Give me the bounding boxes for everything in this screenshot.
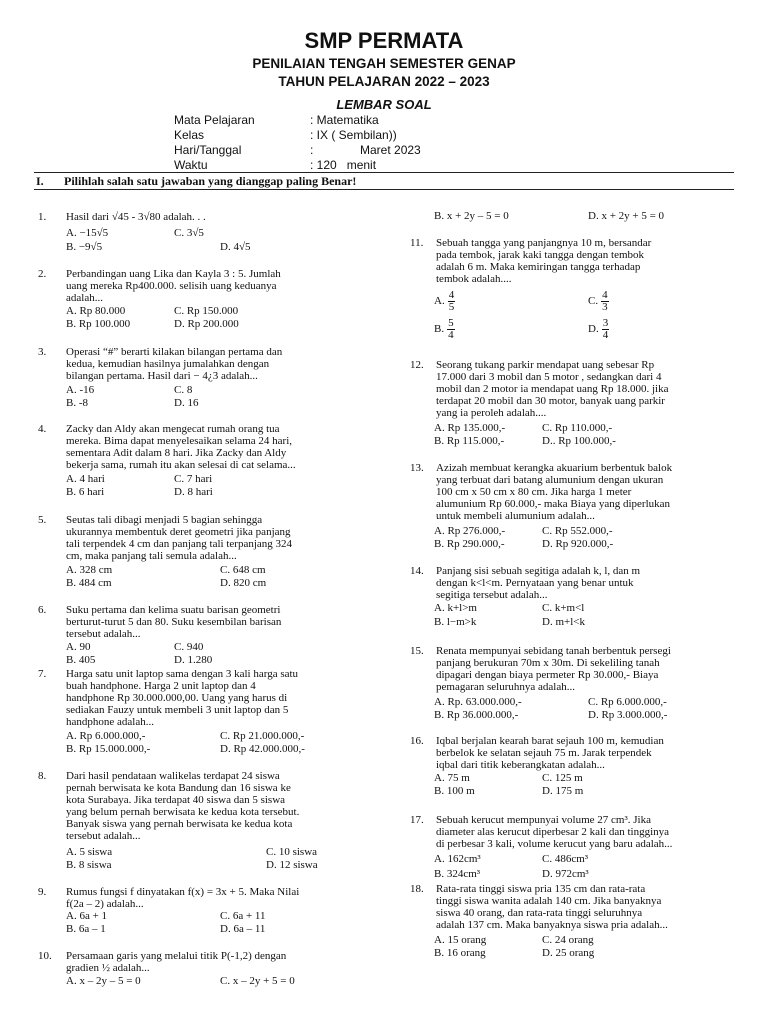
option-b[interactable]: B. 6a – 1 — [66, 923, 106, 935]
info-row: Waktu : 120 menit — [174, 158, 377, 172]
section-heading: I. Pilihlah salah satu jawaban yang dianggap paling Benar! — [36, 174, 357, 188]
fraction: $\frac{3}{4}$ — [602, 317, 609, 341]
option-d[interactable]: D. 1.280 — [174, 654, 213, 666]
option-a[interactable]: A. 162cm³ — [434, 853, 481, 865]
option-a[interactable]: A. -16 — [66, 384, 95, 396]
option-a[interactable]: A. $\frac{4}{5}$ — [434, 289, 455, 313]
option-a[interactable]: A. Rp. 63.000.000,- — [434, 696, 522, 708]
option-b[interactable]: B. 484 cm — [66, 577, 112, 589]
option-d[interactable]: D. 12 siswa — [266, 859, 318, 871]
option-b[interactable]: B. -8 — [66, 397, 88, 409]
info-row: Kelas : IX ( Sembilan)) — [174, 128, 397, 142]
option-a[interactable]: A. Rp 80.000 — [66, 305, 126, 317]
fraction: $\frac{5}{4}$ — [448, 317, 454, 341]
option-d[interactable]: D. Rp 920.000,- — [542, 538, 614, 550]
divider — [34, 172, 734, 173]
option-d[interactable]: D. 8 hari — [174, 486, 213, 498]
fraction: $\frac{4}{5}$ — [448, 289, 455, 313]
exam-title: PENILAIAN TENGAH SEMESTER GENAP — [252, 56, 516, 71]
option-b[interactable]: B. x + 2y – 5 = 0 — [434, 210, 509, 222]
option-d[interactable]: D. 25 orang — [542, 947, 595, 959]
option-d[interactable]: D. 16 — [174, 397, 199, 409]
option-c[interactable]: C. 3√5 — [174, 227, 204, 239]
option-a[interactable]: A. 90 — [66, 641, 91, 653]
option-b[interactable]: B. Rp 290.000,- — [434, 538, 505, 550]
option-c[interactable]: C. 6a + 11 — [220, 910, 266, 922]
option-a[interactable]: A. Rp 135.000,- — [434, 422, 506, 434]
option-d[interactable]: D. Rp 42.000.000,- — [220, 743, 305, 755]
option-c[interactable]: C. $\frac{4}{3}$ — [588, 289, 608, 313]
option-c[interactable]: C. 24 orang — [542, 934, 594, 946]
sheet-title: LEMBAR SOAL — [336, 97, 432, 112]
option-a[interactable]: A. 6a + 1 — [66, 910, 108, 922]
option-b[interactable]: B. 100 m — [434, 785, 475, 797]
option-a[interactable]: A. 5 siswa — [66, 846, 113, 858]
divider — [34, 189, 734, 190]
option-d[interactable]: D.. Rp 100.000,- — [542, 435, 616, 447]
option-b[interactable]: B. −9√5 — [66, 241, 103, 253]
option-a[interactable]: A. Rp 6.000.000,- — [66, 730, 146, 742]
option-b[interactable]: B. 405 — [66, 654, 96, 666]
option-c[interactable]: C. 7 hari — [174, 473, 213, 485]
option-c[interactable]: C. 10 siswa — [266, 846, 318, 858]
option-d[interactable]: D. 972cm³ — [542, 868, 589, 880]
option-c[interactable]: C. 486cm³ — [542, 853, 589, 865]
option-b[interactable]: B. 324cm³ — [434, 868, 481, 880]
option-a[interactable]: A. 4 hari — [66, 473, 105, 485]
option-b[interactable]: B. $\frac{5}{4}$ — [434, 317, 454, 341]
option-c[interactable]: C. 648 cm — [220, 564, 266, 576]
option-a[interactable]: A. k+l>m — [434, 602, 477, 614]
option-b[interactable]: B. Rp 100.000 — [66, 318, 131, 330]
option-a[interactable]: A. Rp 276.000,- — [434, 525, 506, 537]
academic-year: TAHUN PELAJARAN 2022 – 2023 — [278, 74, 490, 89]
option-b[interactable]: B. Rp 36.000.000,- — [434, 709, 519, 721]
fraction: $\frac{4}{3}$ — [602, 289, 608, 313]
option-d[interactable]: D. m+l<k — [542, 616, 585, 628]
option-a[interactable]: A. x – 2y – 5 = 0 — [66, 975, 141, 987]
exam-info — [174, 113, 421, 173]
option-c[interactable]: C. Rp 552.000,- — [542, 525, 613, 537]
option-b[interactable]: B. 16 orang — [434, 947, 486, 959]
option-a[interactable]: A. 75 m — [434, 772, 470, 784]
option-c[interactable]: C. Rp 150.000 — [174, 305, 239, 317]
option-b[interactable]: B. Rp 15.000.000,- — [66, 743, 151, 755]
option-c[interactable]: C. Rp 21.000.000,- — [220, 730, 305, 742]
option-d[interactable]: D. x + 2y + 5 = 0 — [588, 210, 665, 222]
option-b[interactable]: B. l−m>k — [434, 616, 477, 628]
exam-page: SMP PERMATA PENILAIAN TENGAH SEMESTER GENAP TAHUN PELAJARAN 2022 – 2023 LEMBAR SOAL Mata Pelajaran : Matematika Kelas : IX ( Sembilan)) Hari/Tanggal : Maret 2023 Waktu : 120 menit I. Pilihlah salah satu jawaban yang dianggap paling Benar! 1. Hasil dari √45 - 3√80 adalah. . . A. −15√5 C. 3√5 B. −9√5 D. 4√5 2. Perbandingan uang Lika dan Kayla 3 : 5. Jumlah uang mereka Rp400.000. selisih uang keduanya adalah... A. Rp 80.000 C. Rp 150.000 B. Rp 100.000 D. Rp 200.000 3. Operasi “#” berarti kilakan bilangan pertama dan kedua, kemudian hasilnya jumalahkan dengan bilangan pertama. Hasil dari − 4¿3 adalah... A. -16 C. 8 B. -8 D. 16 4. Zacky dan Aldy akan mengecat rumah orang tua mereka. Bima dapat menyelesaikan selama 24 hari, sementara Adit dalam 8 hari. Jika Zacky dan Aldy bekerja sama, rumah itu akan selesai di cat selama... A. 4 hari C. 7 hari B. 6 hari D. 8 hari 5. Seutas tali dibagi menjadi 5 bagian sehingga ukurannya membentuk deret geometri jika panjang tali terpendek 4 cm dan panjang tali terpanjang 324 cm, maka panjang tali semula adalah... A. 328 cm C. 648 cm B. 484 cm D. 820 cm 6. Suku pertama dan kelima suatu barisan geometri berturut-turut 5 dan 80. Suku kesembilan barisan tersebut adalah... A. 90 C. 940 B. 405 D. 1.280 7. Harga satu unit laptop sama dengan 3 kali harga satu buah handphone. Harga 2 unit laptop dan 4 handphone Rp 30.000.000,00. Uang yang harus di sediakan Fauzy untuk membeli 3 unit laptop dan 5 handphone adalah... A. Rp 6.000.000,- C. Rp 21.000.000,- B. Rp 15.000.000,- D. Rp 42.000.000,- 8. Dari hasil pendataan walikelas terdapat 24 siswa pernah berwisata ke kota Bandung dan 16 siswa ke kota Surabaya. Jika terdapat 40 siswa dan 5 siswa yang belum pernah berwisata ke kedua kota tersebut. Banyak siswa yang pernah berwisata ke kedua kota tersebut adalah... A. 5 siswa C. 10 siswa B. 8 siswa D. 12 siswa 9. Rumus fungsi f dinyatakan f(x) = 3x + 5. Maka Nilai f(2a – 2) adalah... A. 6a + 1 C. 6a + 11 B. 6a – 1 D. 6a – 11 10. Persamaan garis yang melalui titik P(-1,2) dengan gradien ½ adalah... A. x – 2y – 5 = 0 C. x – 2y + 5 = 0 B. x + 2y – 5 = 0 D. x + 2y + 5 = 0 11. Sebuah tangga yang panjangnya 10 m, bersandar pada tembok, jarak kaki tangga dengan tembok adalah 6 m. Maka kemiringan tangga terhadap tembok adalah.... A. $\frac{4}{5}$ C. $\frac{4}{3}$ B. $\frac{5}{4}$ D. $\frac{3}{4}$ 12. Seorang tukang parkir mendapat uang sebesar Rp 17.000 dari 3 mobil dan 5 motor , sedangkan dari 4 mobil dan 2 motor ia mendapat uang Rp 18.000. jika terdapat 20 mobil dan 30 motor, banyak uang parkir yang ia peroleh adalah.... A. Rp 135.000,- C. Rp 110.000,- B. Rp 115.000,- D.. Rp 100.000,- 13. Azizah membuat kerangka akuarium berbentuk balok yang terbuat dari batang alumunium dengan ukuran 100 cm x 50 cm x 80 cm. Jika harga 1 meter alumunium Rp 60.000,- maka Biaya yang diperlukan untuk membeli alumunium adalah... A. Rp 276.000,- C. Rp 552.000,- B. Rp 290.000,- D. Rp 920.000,- 14. Panjang sisi sebuah segitiga adalah k, l, dan m dengan k<l<m. Pernyataan yang benar untuk segitiga tersebut adalah... A. k+l>m C. k+m<l B. l−m>k D. m+l<k 15. Renata mempunyai sebidang tanah berbentuk persegi panjang berukuran 70m x 30m. Di sekeliling tanah dipagari dengan biaya permeter Rp 30.000,- Biaya pemagaran seluruhnya adalah... A. Rp. 63.000.000,- C. Rp 6.000.000,- B. Rp 36.000.000,- D. Rp 3.000.000,- 16. Iqbal berjalan kearah barat sejauh 100 m, kemudian berbelok ke selatan sejauh 75 m. Jarak terpendek iqbal dari titik keberangkatan adalah... A. 75 m C. 125 m B. 100 m D. 175 m 17. Sebuah kerucut mempunyai volume 27 cm³. Jika diameter alas kerucut diperbesar 2 kali dan tingginya di perbesar 3 kali, volume kerucut yang baru adalah... A. 162cm³ C. 486cm³ B. 324cm³ D. 972cm³ 18. Rata-rata tinggi siswa pria 135 cm dan rata-rata tinggi siswa wanita adalah 140 cm. Jika banyaknya siswa 40 orang, dan rata-rata tinggi seluruhnya adalah 137 cm. Maka banyaknya siswa pria adalah... A. 15 orang C. 24 orang B. 16 orang D. 25 orang — [0, 0, 768, 1024]
option-d[interactable]: D. $\frac{3}{4}$ — [588, 317, 609, 341]
option-d[interactable]: D. Rp 200.000 — [174, 318, 239, 330]
option-b[interactable]: B. 6 hari — [66, 486, 105, 498]
option-a[interactable]: A. 15 orang — [434, 934, 487, 946]
option-d[interactable]: D. 4√5 — [220, 241, 251, 253]
option-c[interactable]: C. x – 2y + 5 = 0 — [220, 975, 295, 987]
option-c[interactable]: C. Rp 110.000,- — [542, 422, 613, 434]
info-row: Hari/Tanggal : Maret 2023 — [174, 143, 421, 157]
option-c[interactable]: C. Rp 6.000.000,- — [588, 696, 667, 708]
option-d[interactable]: D. 175 m — [542, 785, 584, 797]
option-b[interactable]: B. 8 siswa — [66, 859, 112, 871]
option-c[interactable]: C. 940 — [174, 641, 204, 653]
option-c[interactable]: C. k+m<l — [542, 602, 585, 614]
info-row: Mata Pelajaran : Matematika — [174, 113, 379, 127]
option-d[interactable]: D. Rp 3.000.000,- — [588, 709, 668, 721]
school-name: SMP PERMATA — [304, 28, 464, 53]
option-c[interactable]: C. 8 — [174, 384, 193, 396]
option-b[interactable]: B. Rp 115.000,- — [434, 435, 505, 447]
option-a[interactable]: A. 328 cm — [66, 564, 113, 576]
option-d[interactable]: D. 6a – 11 — [220, 923, 266, 935]
option-c[interactable]: C. 125 m — [542, 772, 583, 784]
option-d[interactable]: D. 820 cm — [220, 577, 267, 589]
option-a[interactable]: A. −15√5 — [66, 227, 109, 239]
